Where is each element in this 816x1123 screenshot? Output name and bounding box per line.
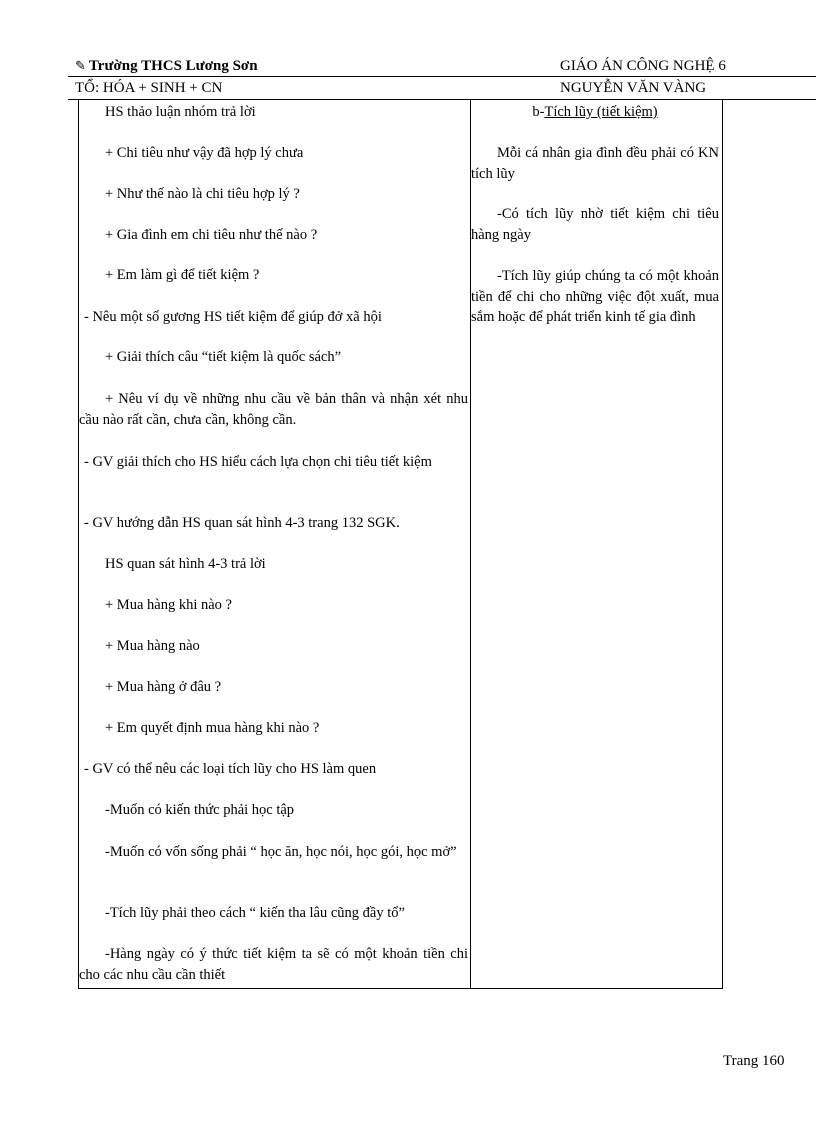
activity-line: - GV có thể nêu các loại tích lũy cho HS làm quen: [84, 761, 377, 777]
section-heading: [471, 102, 719, 123]
activity-line: -Hàng ngày có ý thức tiết kiệm ta sẽ có một khoản tiền chi cho các nhu cầu cần thiết: [79, 946, 468, 983]
section-heading-text: Tích lũy (tiết kiệm): [544, 104, 658, 120]
content-paragraph: -Có tích lũy nhờ tiết kiệm chi tiêu hàng ngày: [471, 206, 719, 243]
activity-line: + Nêu ví dụ về những nhu cầu về bản thân và nhận xét nhu cầu nào rất cần, chưa cần, không cần.: [79, 391, 468, 428]
activity-line: + Chi tiêu như vậy đã hợp lý chưa: [105, 145, 304, 161]
activity-line: HS thảo luận nhóm trả lời: [105, 104, 256, 120]
author-name: NGUYỄN VĂN VÀNG: [560, 80, 707, 96]
school-name-text: Trường THCS Lương Sơn: [88, 58, 258, 74]
activity-line: -Tích lũy phải theo cách “ kiến tha lâu cũng đầy tổ”: [105, 905, 405, 921]
activity-line: -Muốn có kiến thức phải học tập: [105, 802, 295, 818]
section-prefix: b-: [532, 104, 545, 120]
activity-line: + Em quyết định mua hàng khi nào ?: [105, 720, 320, 736]
department-label: TỔ: HÓA + SINH + CN: [75, 80, 223, 96]
document-title: GIÁO ÁN CÔNG NGHỆ 6: [560, 58, 726, 74]
activity-line: + Mua hàng khi nào ?: [105, 597, 232, 613]
pen-mark-icon: ✎: [75, 58, 86, 73]
lesson-table: [78, 99, 723, 989]
activity-line: + Gia đình em chi tiêu như thế nào ?: [105, 227, 318, 243]
activity-line: -Muốn có vốn sống phải “ học ăn, học nói, học gói, học mở”: [105, 844, 457, 860]
activity-line: - Nêu một số gương HS tiết kiệm để giúp đở xã hội: [84, 309, 382, 325]
activity-line: - GV giải thích cho HS hiểu cách lựa chọn chi tiêu tiết kiệm: [84, 454, 432, 470]
activity-line: - GV hướng dẫn HS quan sát hình 4-3 trang 132 SGK.: [84, 515, 400, 531]
activity-line: + Như thế nào là chi tiêu hợp lý ?: [105, 186, 300, 202]
content-paragraph: Mỗi cá nhân gia đình đều phải có KN tích lũy: [471, 145, 719, 182]
activity-line: + Em làm gì để tiết kiệm ?: [105, 267, 260, 283]
school-name: [75, 57, 258, 75]
activity-line: HS quan sát hình 4-3 trả lời: [105, 556, 266, 572]
activity-line: + Mua hàng ở đâu ?: [105, 679, 222, 695]
header-rule-top: [68, 76, 816, 77]
activity-line: + Mua hàng nào: [105, 638, 200, 654]
content-paragraph: -Tích lũy giúp chúng ta có một khoản tiền để chi cho những việc đột xuất, mua sắm hoặc để phát triển kinh tế gia đình: [471, 268, 719, 325]
activity-line: + Giải thích câu “tiết kiệm là quốc sách”: [105, 349, 342, 365]
page-number: Trang 160: [723, 1053, 785, 1069]
